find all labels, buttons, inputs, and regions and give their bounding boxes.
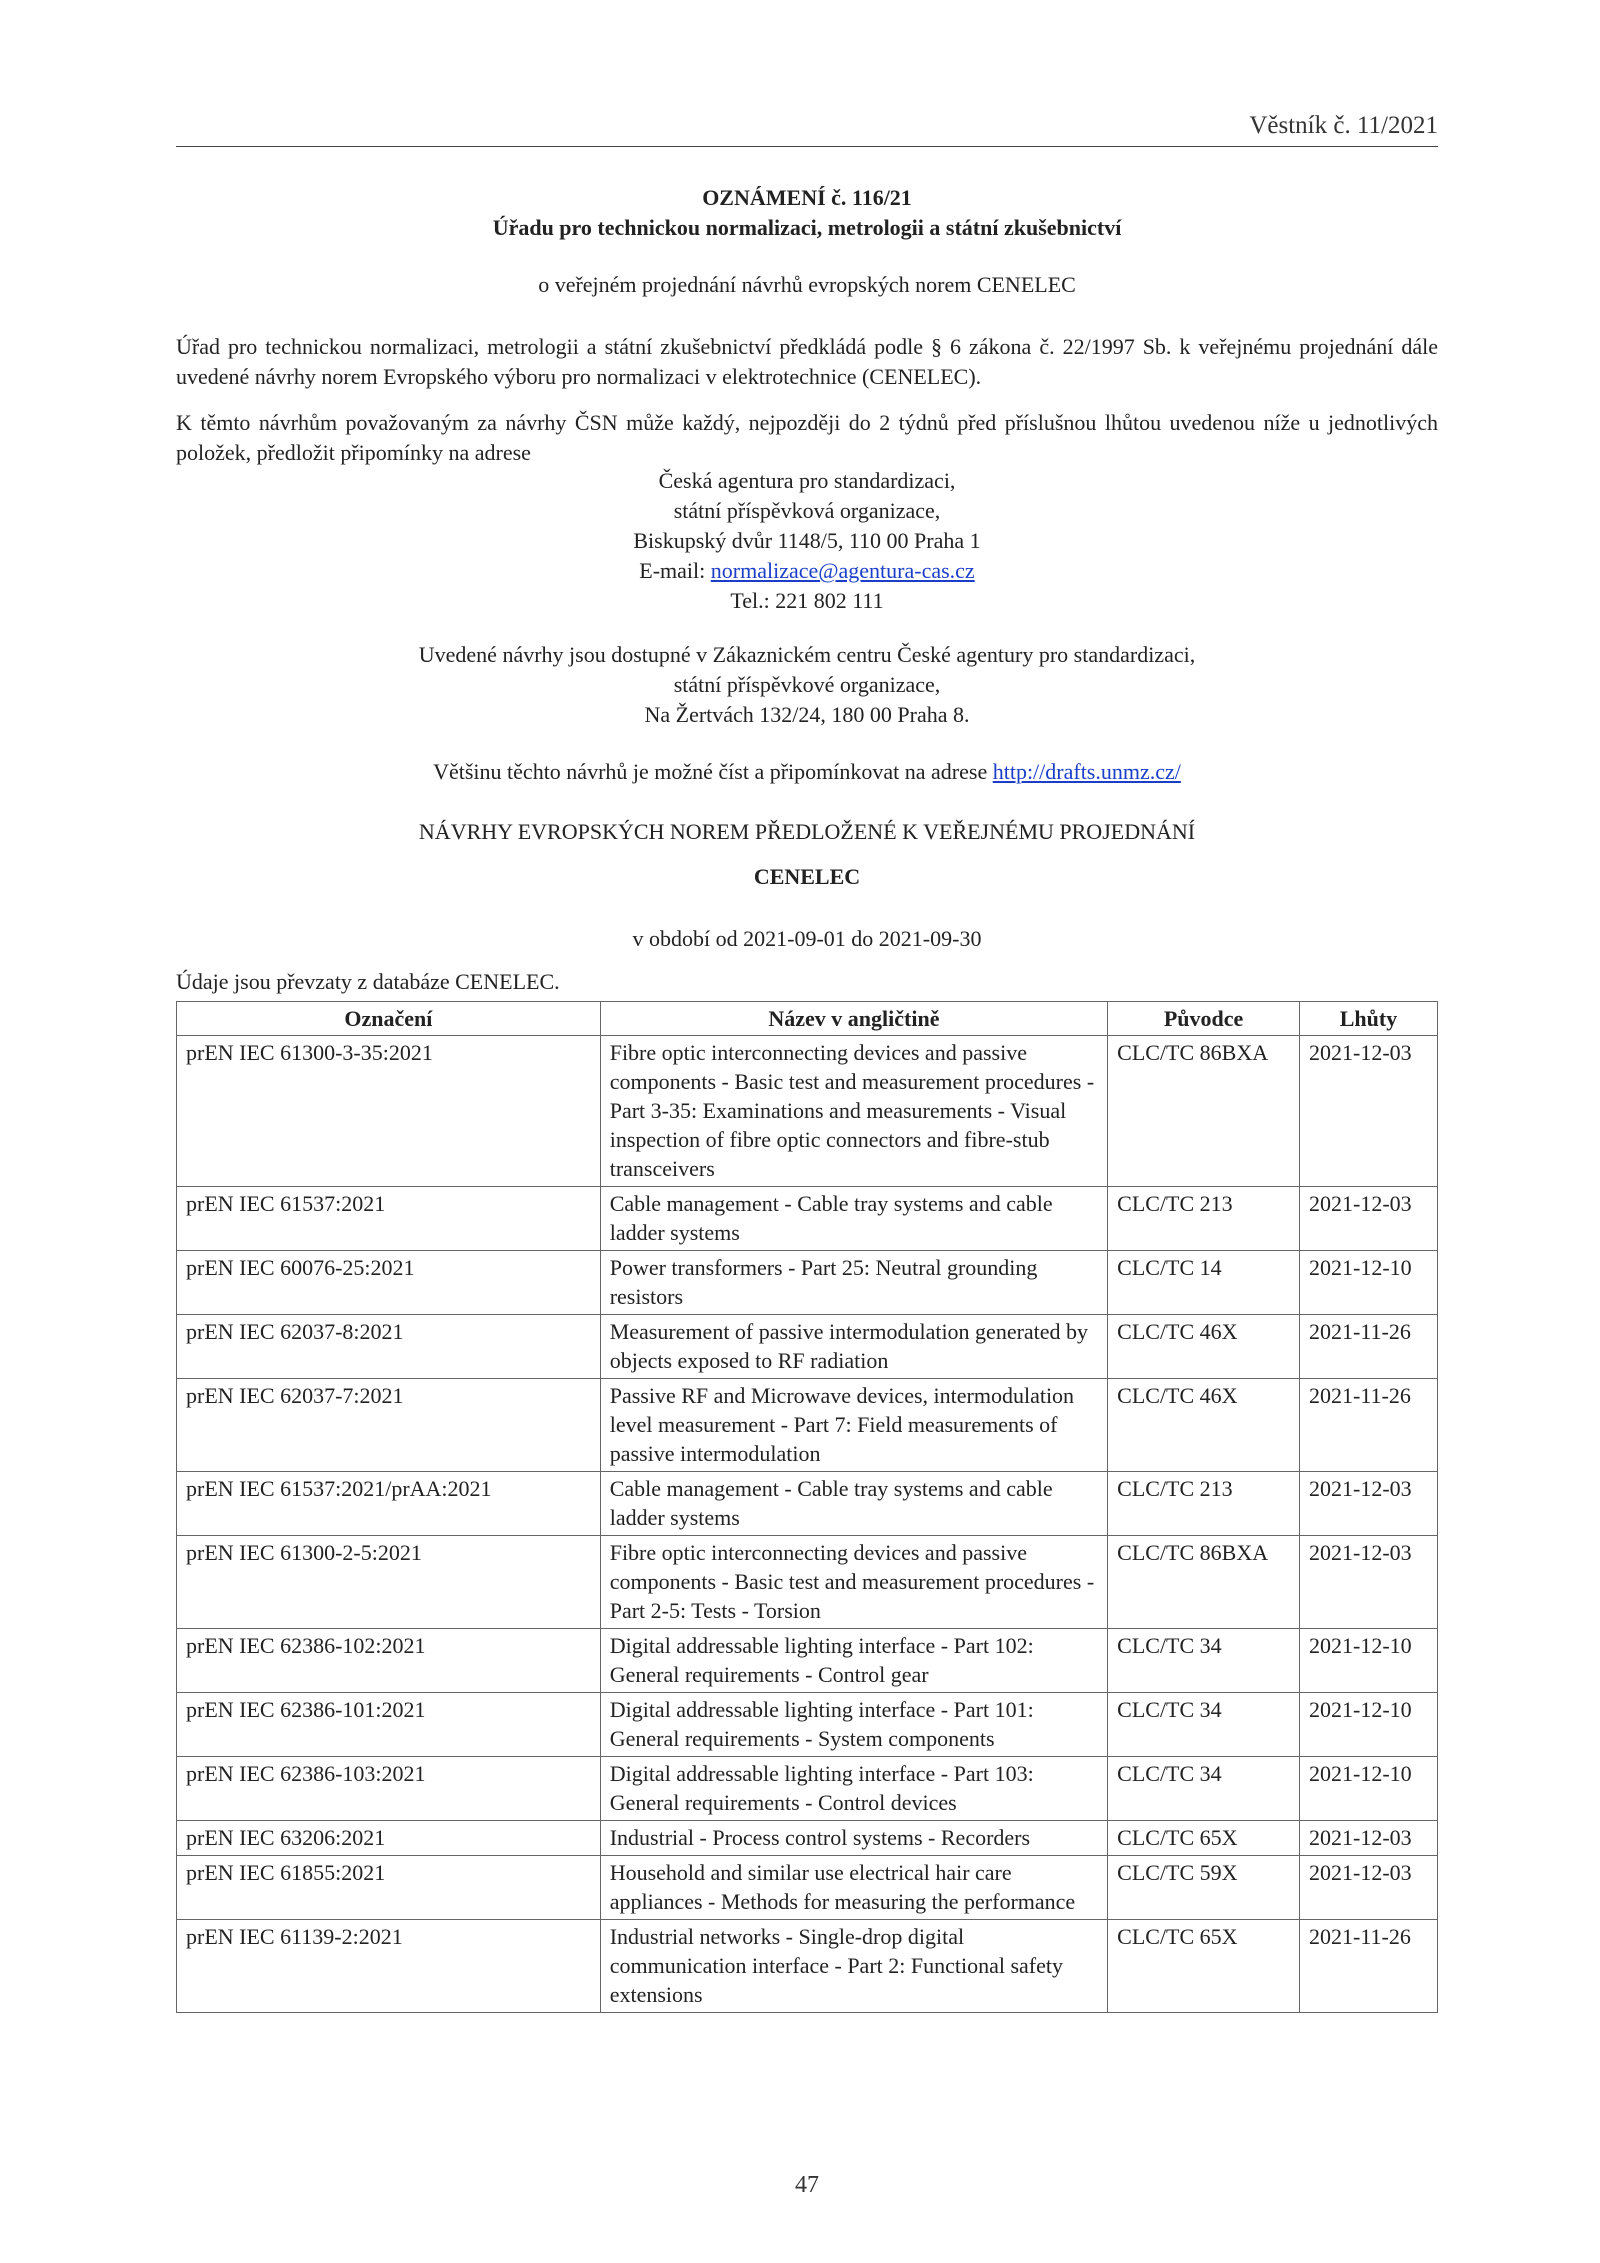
english-title-cell: Passive RF and Microwave devices, intermodulation level measurement - Part 7: Field measurements of passive intermodulation <box>600 1379 1107 1472</box>
source-note: Údaje jsou převzaty z databáze CENELEC. <box>176 969 560 994</box>
originator-cell: CLC/TC 14 <box>1108 1251 1300 1315</box>
address-block <box>176 466 1438 616</box>
table-row <box>177 1693 1438 1757</box>
designation-cell: prEN IEC 62037-7:2021 <box>177 1379 601 1472</box>
english-title-cell: Industrial - Process control systems - Recorders <box>600 1821 1107 1856</box>
originator-cell: CLC/TC 86BXA <box>1108 1536 1300 1629</box>
drafts-link[interactable]: http://drafts.unmz.cz/ <box>992 759 1181 784</box>
availability-line-1: Uvedené návrhy jsou dostupné v Zákaznickém centru České agentury pro standardizaci, <box>418 642 1196 667</box>
originator-cell: CLC/TC 86BXA <box>1108 1036 1300 1187</box>
table-row <box>177 1757 1438 1821</box>
deadline-cell: 2021-11-26 <box>1300 1379 1438 1472</box>
deadline-cell: 2021-12-03 <box>1300 1856 1438 1920</box>
intro-paragraph: Úřad pro technickou normalizaci, metrologii a státní zkušebnictví předkládá podle § 6 zákona č. 22/1997 Sb. k veřejnému projednání dále uvedené návrhy norem Evropského výboru pro normalizaci v elektrotechnice (CENELEC). <box>176 334 1438 389</box>
english-title-cell: Power transformers - Part 25: Neutral grounding resistors <box>600 1251 1107 1315</box>
english-title-cell: Measurement of passive intermodulation generated by objects exposed to RF radiation <box>600 1315 1107 1379</box>
address-line-1: Česká agentura pro standardizaci, <box>658 468 956 493</box>
deadline-cell: 2021-12-03 <box>1300 1036 1438 1187</box>
page-number: 47 <box>795 2172 819 2198</box>
table-header-row <box>177 1002 1438 1036</box>
table-row <box>177 1472 1438 1536</box>
deadline-cell: 2021-12-10 <box>1300 1251 1438 1315</box>
header-english-title: Název v angličtině <box>600 1002 1107 1036</box>
originator-cell: CLC/TC 34 <box>1108 1693 1300 1757</box>
designation-cell: prEN IEC 62386-103:2021 <box>177 1757 601 1821</box>
designation-cell: prEN IEC 60076-25:2021 <box>177 1251 601 1315</box>
originator-cell: CLC/TC 213 <box>1108 1187 1300 1251</box>
page-header <box>176 110 1438 147</box>
issuing-office: Úřadu pro technickou normalizaci, metrologii a státní zkušebnictví <box>492 215 1122 240</box>
drafts-line <box>176 757 1438 787</box>
table-row <box>177 1187 1438 1251</box>
english-title-cell: Digital addressable lighting interface - Part 101: General requirements - System components <box>600 1693 1107 1757</box>
issue-label: Věstník č. 11/2021 <box>1249 112 1438 139</box>
table-row <box>177 1629 1438 1693</box>
table-row <box>177 1379 1438 1472</box>
availability-line-2: státní příspěvkové organizace, <box>673 672 941 697</box>
designation-cell: prEN IEC 62386-102:2021 <box>177 1629 601 1693</box>
deadline-cell: 2021-11-26 <box>1300 1920 1438 2013</box>
address-line-2: státní příspěvková organizace, <box>673 498 941 523</box>
availability-block <box>176 640 1438 730</box>
drafts-text: Většinu těchto návrhů je možné číst a připomínkovat na adrese <box>433 759 993 784</box>
english-title-cell: Industrial networks - Single-drop digital communication interface - Part 2: Functional safety extensions <box>600 1920 1107 2013</box>
phone-line: Tel.: 221 802 111 <box>730 588 884 613</box>
english-title-cell: Cable management - Cable tray systems and cable ladder systems <box>600 1472 1107 1536</box>
announcement-title <box>176 183 1438 243</box>
table-row <box>177 1251 1438 1315</box>
table-body <box>177 1036 1438 2013</box>
deadline-cell: 2021-12-03 <box>1300 1472 1438 1536</box>
deadline-cell: 2021-12-10 <box>1300 1693 1438 1757</box>
deadline-cell: 2021-12-03 <box>1300 1536 1438 1629</box>
address-line-3: Biskupský dvůr 1148/5, 110 00 Praha 1 <box>633 528 981 553</box>
english-title-cell: Household and similar use electrical hair care appliances - Methods for measuring the performance <box>600 1856 1107 1920</box>
originator-cell: CLC/TC 46X <box>1108 1379 1300 1472</box>
header-deadline: Lhůty <box>1300 1002 1438 1036</box>
designation-cell: prEN IEC 61537:2021/prAA:2021 <box>177 1472 601 1536</box>
organization-heading: CENELEC <box>753 864 861 889</box>
english-title-cell: Digital addressable lighting interface - Part 102: General requirements - Control gear <box>600 1629 1107 1693</box>
table-row <box>177 1036 1438 1187</box>
english-title-cell: Fibre optic interconnecting devices and passive components - Basic test and measurement procedures - Part 3-35: Examinations and measurements - Visual inspection of fibre optic connectors and fibre-stub transceivers <box>600 1036 1107 1187</box>
email-label: E-mail: <box>639 558 711 583</box>
designation-cell: prEN IEC 62386-101:2021 <box>177 1693 601 1757</box>
comments-paragraph: K těmto návrhům považovaným za návrhy ČSN může každý, nejpozději do 2 týdnů před příslušnou lhůtou uvedenou níže u jednotlivých položek, předložit připomínky na adrese <box>176 410 1438 465</box>
designation-cell: prEN IEC 62037-8:2021 <box>177 1315 601 1379</box>
period-line: v období od 2021-09-01 do 2021-09-30 <box>632 926 982 951</box>
announcement-subtitle: o veřejném projednání návrhů evropských norem CENELEC <box>538 272 1076 297</box>
english-title-cell: Digital addressable lighting interface - Part 103: General requirements - Control devices <box>600 1757 1107 1821</box>
table-row <box>177 1315 1438 1379</box>
header-originator: Původce <box>1108 1002 1300 1036</box>
deadline-cell: 2021-12-03 <box>1300 1187 1438 1251</box>
originator-cell: CLC/TC 34 <box>1108 1757 1300 1821</box>
deadline-cell: 2021-12-10 <box>1300 1757 1438 1821</box>
deadline-cell: 2021-12-10 <box>1300 1629 1438 1693</box>
email-line <box>176 556 1438 586</box>
english-title-cell: Fibre optic interconnecting devices and passive components - Basic test and measurement procedures - Part 2-5: Tests - Torsion <box>600 1536 1107 1629</box>
designation-cell: prEN IEC 63206:2021 <box>177 1821 601 1856</box>
designation-cell: prEN IEC 61300-3-35:2021 <box>177 1036 601 1187</box>
availability-line-3: Na Žertvách 132/24, 180 00 Praha 8. <box>644 702 970 727</box>
table-row <box>177 1920 1438 2013</box>
originator-cell: CLC/TC 59X <box>1108 1856 1300 1920</box>
designation-cell: prEN IEC 61139-2:2021 <box>177 1920 601 2013</box>
originator-cell: CLC/TC 46X <box>1108 1315 1300 1379</box>
email-link[interactable]: normalizace@agentura-cas.cz <box>710 558 975 583</box>
designation-cell: prEN IEC 61300-2-5:2021 <box>177 1536 601 1629</box>
table-row <box>177 1821 1438 1856</box>
announcement-number: OZNÁMENÍ č. 116/21 <box>702 185 912 210</box>
deadline-cell: 2021-11-26 <box>1300 1315 1438 1379</box>
deadline-cell: 2021-12-03 <box>1300 1821 1438 1856</box>
designation-cell: prEN IEC 61537:2021 <box>177 1187 601 1251</box>
english-title-cell: Cable management - Cable tray systems and cable ladder systems <box>600 1187 1107 1251</box>
table-row <box>177 1856 1438 1920</box>
designation-cell: prEN IEC 61855:2021 <box>177 1856 601 1920</box>
standards-table <box>176 1001 1438 2013</box>
originator-cell: CLC/TC 213 <box>1108 1472 1300 1536</box>
originator-cell: CLC/TC 34 <box>1108 1629 1300 1693</box>
list-heading: NÁVRHY EVROPSKÝCH NOREM PŘEDLOŽENÉ K VEŘEJNÉMU PROJEDNÁNÍ <box>418 819 1196 844</box>
originator-cell: CLC/TC 65X <box>1108 1821 1300 1856</box>
header-designation: Označení <box>177 1002 601 1036</box>
originator-cell: CLC/TC 65X <box>1108 1920 1300 2013</box>
table-row <box>177 1536 1438 1629</box>
